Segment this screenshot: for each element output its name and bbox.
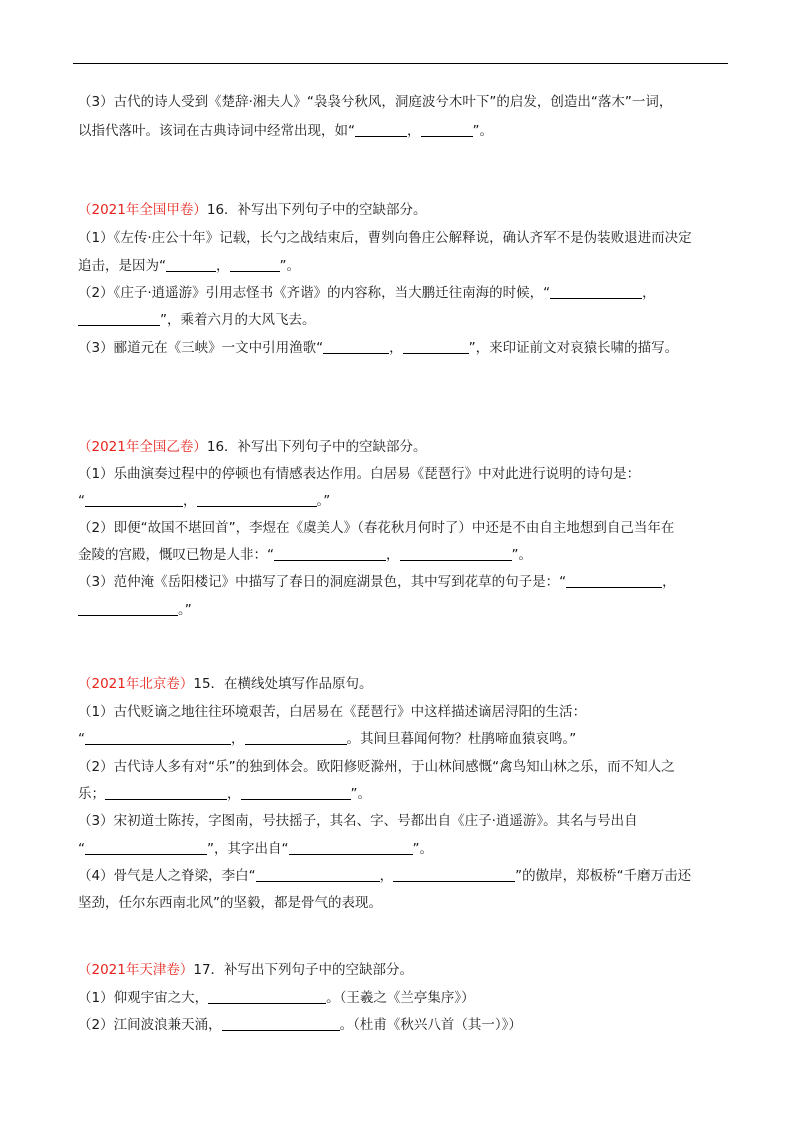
- question-line: [78, 702, 738, 722]
- fill-blank: [166, 257, 216, 272]
- fill-blank: [78, 311, 160, 326]
- question-line: [78, 121, 738, 141]
- line-text: （2）即便“故国不堪回首”，李煜在《虞美人》（春花秋月何时了）中还是不由自主地想到自己当年在: [78, 520, 675, 536]
- question-line: [78, 283, 738, 303]
- question-line: [78, 518, 738, 538]
- fill-blank: [323, 339, 389, 354]
- question-line: [78, 228, 738, 248]
- line-text: 金陵的宫殿，慨叹已物是人非：“: [78, 547, 274, 563]
- line-text: 。（杜甫《秋兴八首（其一）》）: [339, 1017, 522, 1033]
- line-text: ”，乘着六月的大风飞去。: [160, 312, 316, 328]
- line-text: ，: [216, 258, 230, 274]
- line-text: （1）仰观宇宙之大，: [78, 990, 209, 1006]
- fill-blank: [230, 257, 280, 272]
- fill-blank: [289, 840, 413, 855]
- line-text: 。”: [178, 602, 192, 618]
- line-text: 15．在横线处填写作品原句。: [193, 676, 373, 692]
- fill-blank: [256, 867, 380, 882]
- line-text: 追击，是因为“: [78, 258, 166, 274]
- line-text: （3）范仲淹《岳阳楼记》中描写了春日的洞庭湖景色，其中写到花草的句子是：“: [78, 574, 567, 590]
- line-text: （1）古代贬谪之地往往环境艰苦，白居易在《琵琶行》中这样描述谪居浔阳的生活：: [78, 704, 587, 720]
- question-line: [78, 866, 738, 886]
- question-line: [78, 757, 738, 777]
- line-text: （1）乐曲演奏过程中的停顿也有情感表达作用。白居易《琵琶行》中对此进行说明的诗句是：: [78, 466, 641, 482]
- question-line: [78, 310, 738, 330]
- question-line: [78, 893, 738, 913]
- question-line: [78, 839, 738, 859]
- fill-blank: [105, 785, 227, 800]
- fill-blank: [241, 785, 351, 800]
- question-line: [78, 256, 738, 276]
- fill-blank: [393, 867, 515, 882]
- fill-blank: [245, 730, 347, 745]
- line-text: （2）古代诗人多有对“乐”的独到体会。欧阳修贬滁州，于山林间感慨“禽鸟知山林之乐，而不知人之: [78, 759, 675, 775]
- line-text: ，: [386, 547, 400, 563]
- fill-blank: [222, 1016, 340, 1031]
- line-text: ，: [407, 123, 421, 139]
- line-text: ”，来印证前文对哀猿长啸的描写。: [468, 340, 679, 356]
- line-text: 16．补写出下列句子中的空缺部分。: [206, 439, 427, 455]
- line-text: （2）江间波浪兼天涌，: [78, 1017, 222, 1033]
- line-text: ，: [231, 731, 245, 747]
- line-text: ”。: [279, 258, 300, 274]
- line-text: ”。: [472, 123, 493, 139]
- line-text: ，: [389, 340, 403, 356]
- line-text: 16．补写出下列句子中的空缺部分。: [206, 202, 427, 218]
- fill-blank: [78, 601, 178, 616]
- exam-source-label: （2021年北京卷）: [78, 676, 194, 692]
- question-line: [78, 988, 738, 1008]
- line-text: （3）郦道元在《三峡》一文中引用渔歌“: [78, 340, 324, 356]
- line-text: “: [78, 841, 85, 857]
- fill-blank: [566, 573, 662, 588]
- line-text: ”的傲岸，郑板桥“千磨万击还: [515, 868, 692, 884]
- fill-blank: [400, 546, 512, 561]
- question-line: [78, 1015, 738, 1035]
- line-text: ，: [642, 285, 656, 301]
- fill-blank: [421, 122, 473, 137]
- fill-blank: [403, 339, 469, 354]
- line-text: （2）《庄子·逍遥游》引用志怪书《齐谐》的内容称，当大鹏迁往南海的时候，“: [78, 285, 551, 301]
- question-line: [78, 600, 738, 620]
- fill-blank: [550, 284, 642, 299]
- line-text: ，: [379, 868, 394, 884]
- fill-blank: [85, 492, 183, 507]
- exam-source-label: （2021年天津卷）: [78, 962, 194, 978]
- line-text: （3）宋初道士陈抟，字图南，号扶摇子，其名、字、号都出自《庄子·逍遥游》。其名与号出自: [78, 813, 638, 829]
- line-text: ”。: [412, 841, 433, 857]
- section-heading: [78, 200, 738, 220]
- line-text: 。（王羲之《兰亭集序》）: [326, 990, 475, 1006]
- fill-blank: [274, 546, 386, 561]
- section-heading: [78, 960, 738, 980]
- question-line: [78, 545, 738, 565]
- section-heading: [78, 674, 738, 694]
- question-line: [78, 338, 738, 358]
- line-text: ”。: [511, 547, 532, 563]
- line-text: （1）《左传·庄公十年》记载，长勺之战结束后，曹刿向鲁庄公解释说，确认齐军不是伪装败退进而决定: [78, 230, 692, 246]
- line-text: ，: [183, 493, 197, 509]
- line-text: 坚劲，任尔东西南北风”的坚毅，都是骨气的表现。: [78, 895, 382, 911]
- fill-blank: [197, 492, 317, 507]
- question-line: [78, 464, 738, 484]
- fill-blank: [85, 730, 231, 745]
- line-text: 。”: [316, 493, 331, 509]
- exam-source-label: （2021年全国乙卷）: [78, 439, 207, 455]
- line-text: “: [78, 731, 85, 747]
- section-heading: [78, 437, 738, 457]
- line-text: 乐；: [78, 786, 105, 802]
- exam-source-label: （2021年全国甲卷）: [78, 202, 207, 218]
- header-rule: [73, 63, 728, 64]
- line-text: 以指代落叶。该词在古典诗词中经常出现，如“: [78, 123, 355, 139]
- question-line: [78, 784, 738, 804]
- question-line: [78, 811, 738, 831]
- line-text: 。其间旦暮闻何物？杜鹃啼血猿哀鸣。”: [346, 731, 577, 747]
- line-text: （4）骨气是人之脊梁，李白“: [78, 868, 256, 884]
- line-text: “: [78, 493, 85, 509]
- line-text: （3）古代的诗人受到《楚辞·湘夫人》“袅袅兮秋风，洞庭波兮木叶下”的启发，创造出“落木”一词，: [78, 94, 673, 110]
- line-text: ，: [227, 786, 241, 802]
- question-line: [78, 729, 738, 749]
- line-text: ，: [662, 574, 676, 590]
- fill-blank: [208, 989, 326, 1004]
- question-line: [78, 572, 738, 592]
- question-line: [78, 491, 738, 511]
- question-line: [78, 92, 738, 112]
- line-text: 17．补写出下列句子中的空缺部分。: [193, 962, 414, 978]
- fill-blank: [355, 122, 407, 137]
- line-text: ”。: [350, 786, 371, 802]
- line-text: ”，其字出自“: [207, 841, 289, 857]
- fill-blank: [85, 840, 207, 855]
